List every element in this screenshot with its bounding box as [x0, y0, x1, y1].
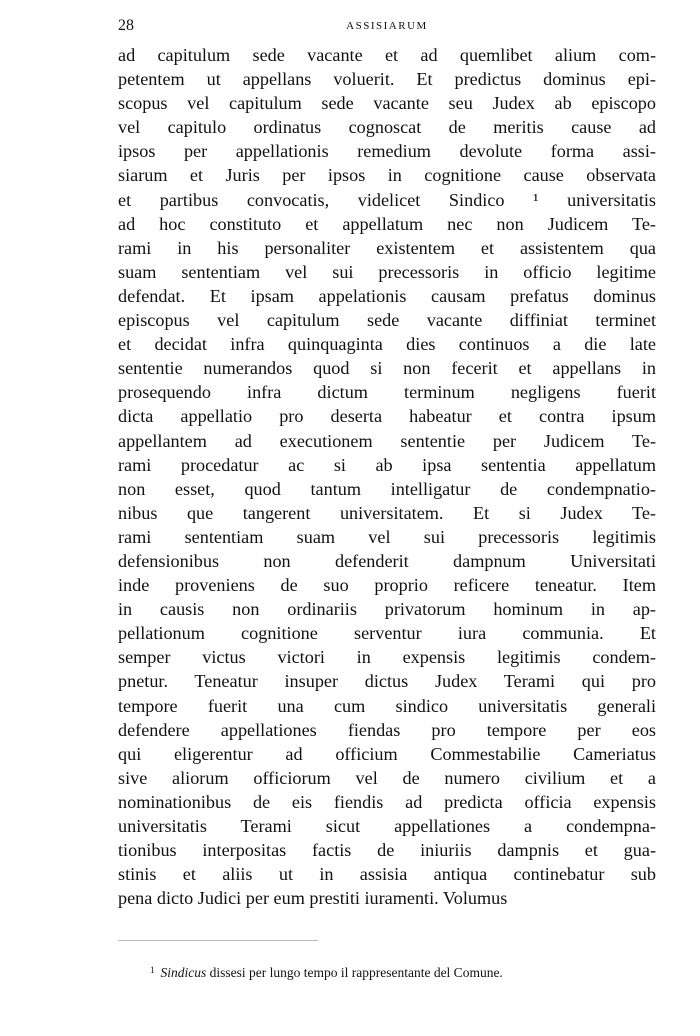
text-line: dicta appellatio pro deserta habeatur et contra ipsum — [118, 406, 656, 427]
footnote — [150, 960, 656, 983]
page-header — [118, 14, 656, 40]
footnote-separator — [118, 940, 318, 941]
text-line: pena dicto Judici per eum prestiti iuramenti. Volumus — [118, 888, 508, 909]
text-line: semper victus victori in expensis legitimis condem- — [118, 647, 656, 668]
text-line: tionibus interpositas factis de iniuriis dampnis et gua- — [118, 840, 656, 861]
text-line: defendere appellationes fiendas pro tempore per eos — [118, 719, 656, 740]
text-line: universitatis Terami sicut appellationes a condempna- — [118, 816, 656, 836]
text-line: pnetur. Teneatur insuper dictus Judex Terami qui pro — [118, 671, 656, 692]
text-line: et partibus convocatis, videlicet Sindico ¹ universitatis — [118, 189, 656, 210]
text-line: appellantem ad executionem sententie per Judicem Te- — [118, 430, 656, 451]
text-line: pellationum cognitione serventur iura communia. Et — [118, 623, 656, 644]
text-line: suam sententiam vel sui precessoris in officio legitime — [118, 261, 656, 282]
text-line: non esset, quod tantum intelligatur de condempnatio- — [118, 478, 656, 499]
text-line: rami in his personaliter existentem et assistentem qua — [118, 237, 656, 258]
text-line: petentem ut appellans voluerit. Et predictus dominus epi- — [118, 69, 656, 90]
text-line: qui eligerentur ad officium Commestabilie Cameriatus — [118, 743, 656, 764]
footnote-text: dissesi per lungo tempo il rappresentante del Comune. — [209, 965, 503, 980]
text-line: ad hoc constituto et appellatum nec non Judicem Te- — [118, 213, 656, 234]
text-line: in causis non ordinariis privatorum hominum in ap- — [118, 599, 656, 620]
body-text — [118, 43, 656, 910]
text-line: vel capitulo ordinatus cognoscat de meritis cause ad — [118, 117, 656, 138]
text-line: rami procedatur ac si ab ipsa sententia appellatum — [118, 454, 656, 475]
text-line: sententie numerandos quod si non fecerit et appellans in — [118, 358, 656, 379]
footnote-marker: 1 — [150, 965, 155, 975]
text-line: inde proveniens de suo proprio reficere teneatur. Item — [118, 575, 656, 596]
text-line: defendat. Et ipsam appelationis causam prefatus dominus — [118, 285, 656, 306]
text-line: prosequendo infra dictum terminum negligens fuerit — [118, 382, 656, 403]
text-line: rami sententiam suam vel sui precessoris legitimis — [118, 526, 656, 547]
text-line: ipsos per appellationis remedium devolute forma assi- — [118, 141, 656, 162]
text-line: siarum et Juris per ipsos in cognitione cause observata — [118, 165, 656, 186]
text-line: nibus que tangerent universitatem. Et si Judex Te- — [118, 502, 656, 523]
text-line: stinis et aliis ut in assisia antiqua continebatur sub — [118, 864, 656, 885]
text-line: tempore fuerit una cum sindico universitatis generali — [118, 695, 656, 716]
text-line: ad capitulum sede vacante et ad quemlibet alium com- — [118, 45, 656, 65]
text-line: sive aliorum officiorum vel de numero civilium et a — [118, 767, 656, 788]
text-line: episcopus vel capitulum sede vacante diffiniat terminet — [118, 310, 656, 331]
page-number: 28 — [118, 17, 134, 34]
text-line: defensionibus non defenderit dampnum Universitati — [118, 550, 656, 571]
text-line: et decidat infra quinquaginta dies continuos a die late — [118, 334, 656, 355]
text-line: nominationibus de eis fiendis ad predicta officia expensis — [118, 791, 656, 812]
text-line: scopus vel capitulum sede vacante seu Judex ab episcopo — [118, 93, 656, 114]
footnote-term: Sindicus — [160, 965, 207, 980]
running-head: ASSISIARUM — [346, 20, 428, 32]
